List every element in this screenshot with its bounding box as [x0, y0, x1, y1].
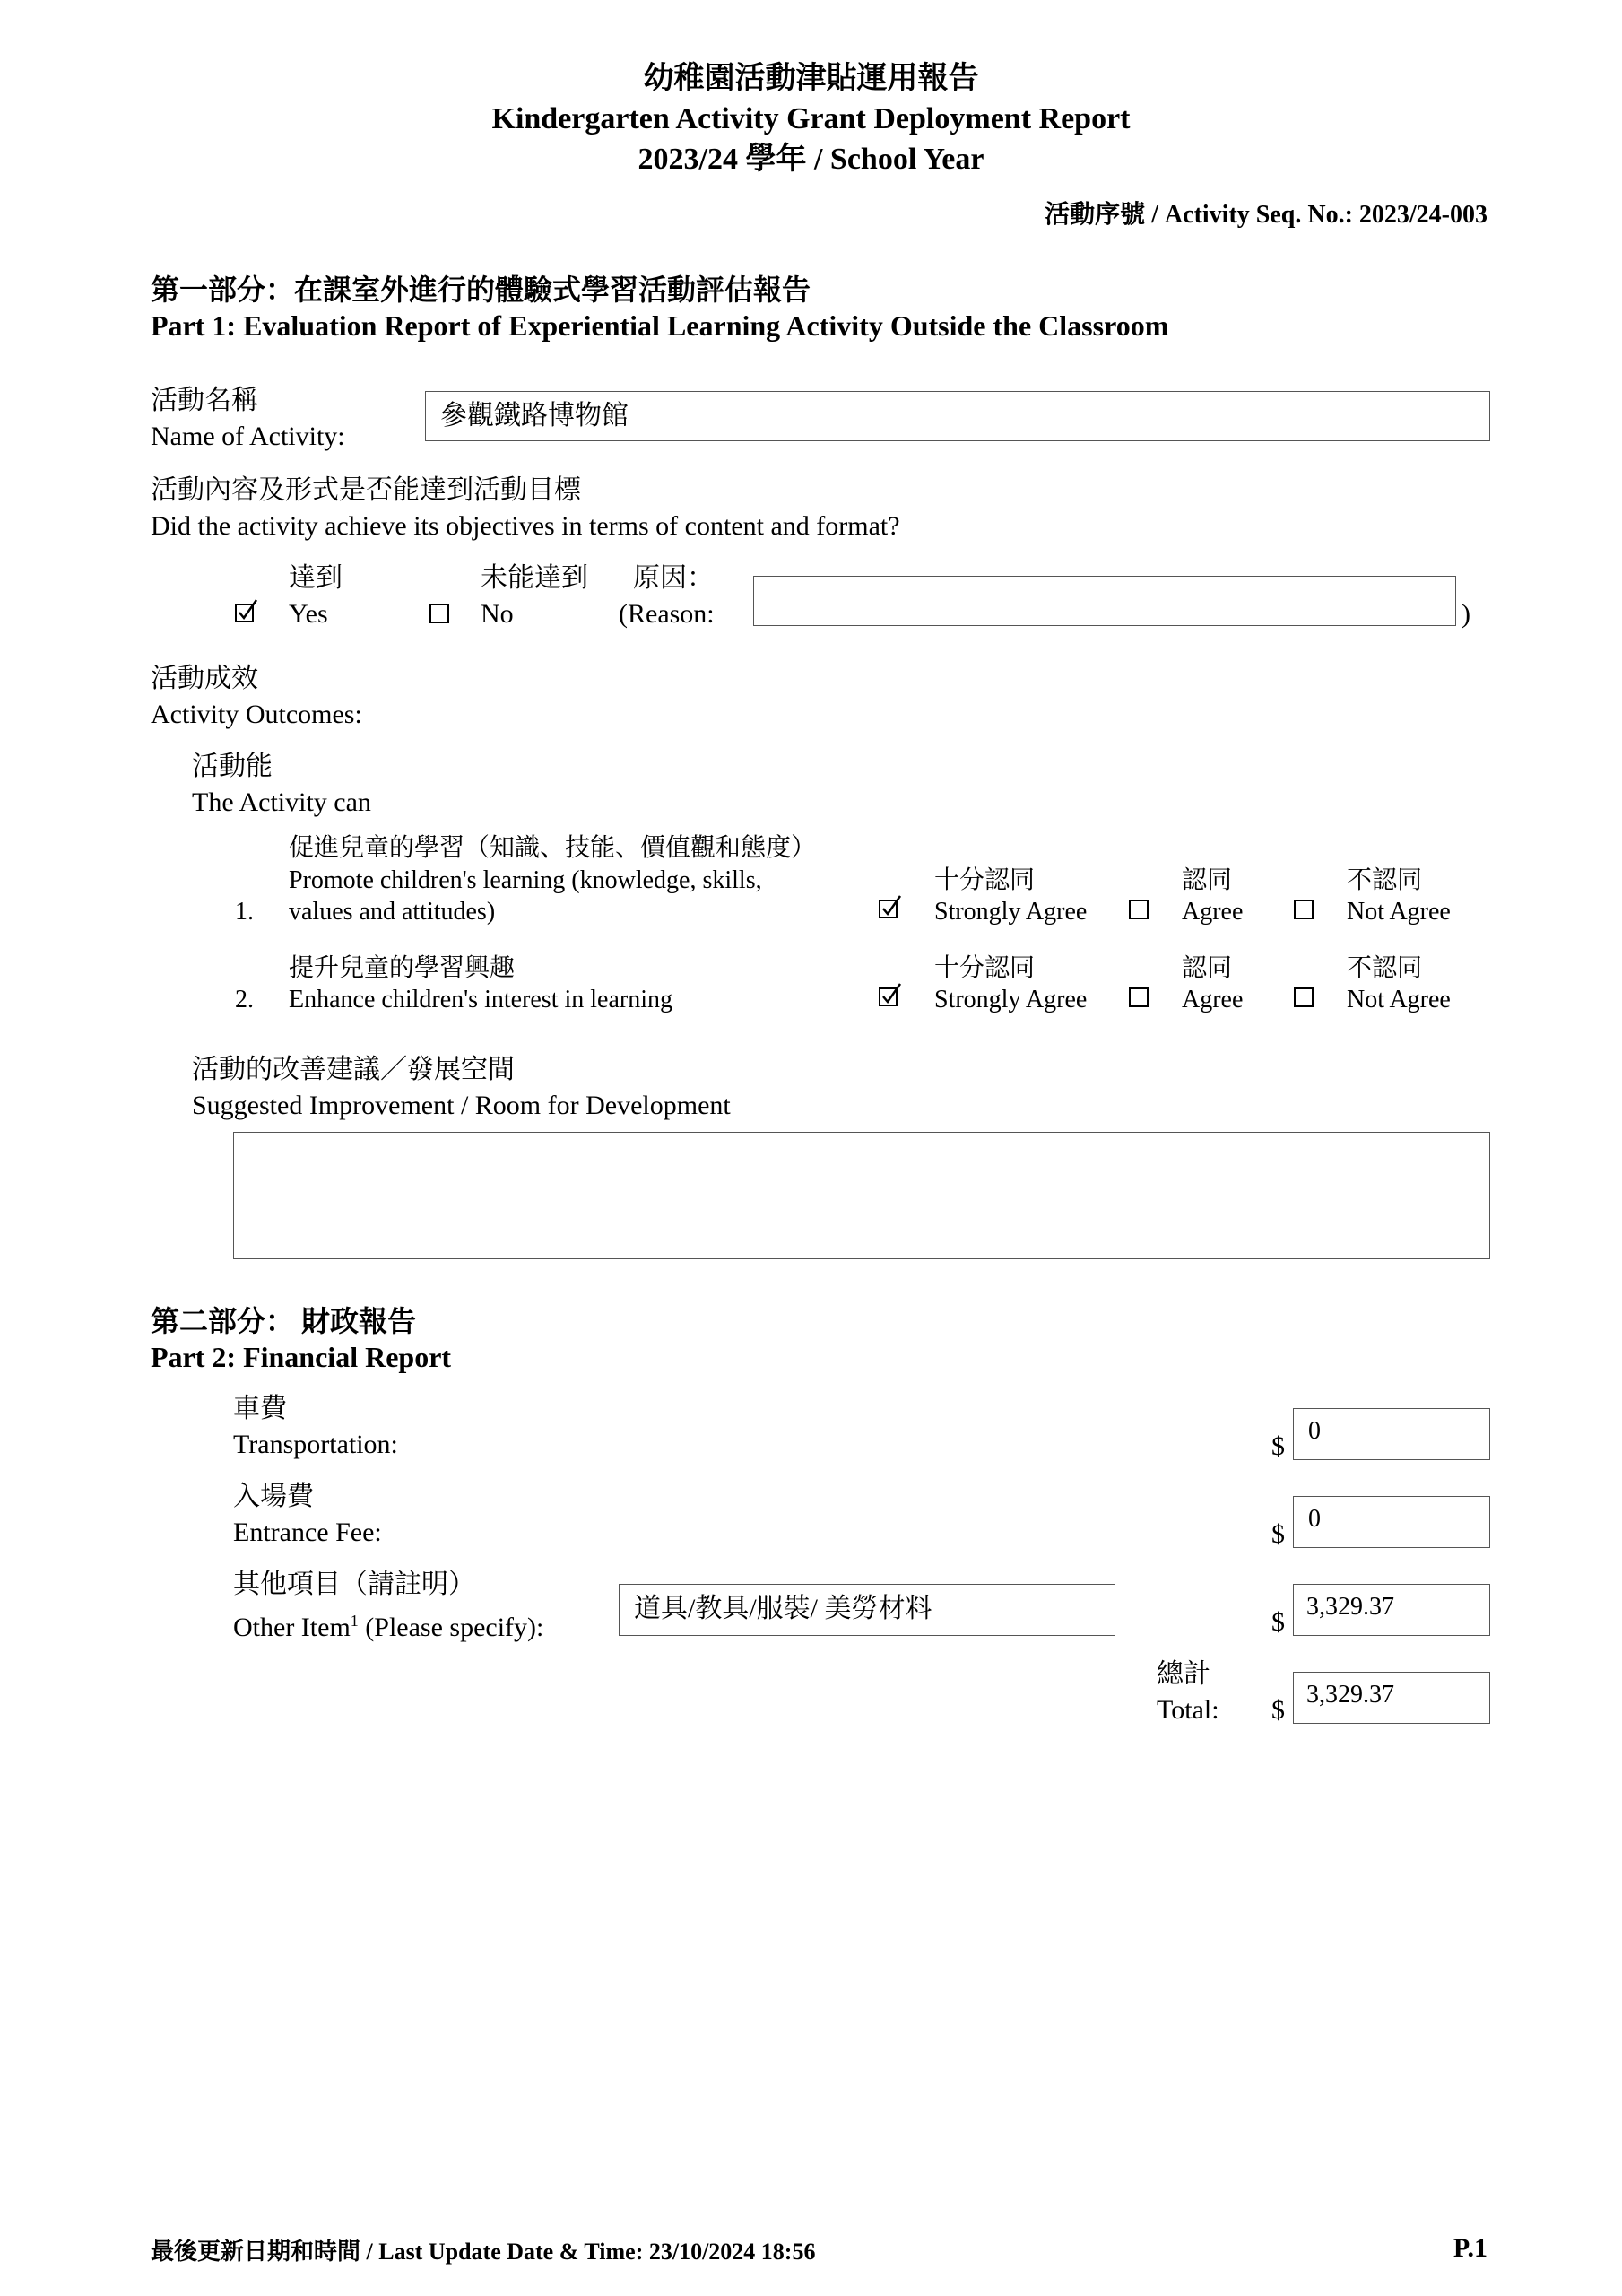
entrance-label-zh: 入場費	[233, 1482, 314, 1511]
improvement-field[interactable]	[233, 1132, 1490, 1259]
activity-name-label-zh: 活動名稱	[151, 386, 258, 415]
outcome-1-not-agree-checkbox[interactable]	[1293, 897, 1316, 920]
entrance-label-en: Entrance Fee:	[233, 1518, 382, 1547]
activity-name-label-en: Name of Activity:	[151, 422, 345, 451]
outcome-2-label-en: Enhance children's interest in learning	[289, 986, 672, 1013]
activity-name-value: 參觀鐵路博物館	[440, 401, 629, 430]
outcome-1-agree-zh: 認同	[1182, 866, 1233, 894]
outcome-2-strongly-agree-en: Strongly Agree	[934, 986, 1088, 1013]
outcome-1-label-en-line2: values and attitudes)	[289, 898, 496, 926]
outcome-2-label-zh: 提升兒童的學習興趣	[289, 954, 516, 982]
outcome-1-agree-checkbox[interactable]	[1128, 897, 1151, 920]
outcome-1-strongly-agree-en: Strongly Agree	[934, 898, 1088, 926]
outcome-2-agree-zh: 認同	[1182, 954, 1233, 982]
outcome-2-number: 2.	[235, 986, 254, 1013]
outcome-1-number: 1.	[235, 898, 254, 926]
total-currency: $	[1271, 1695, 1285, 1725]
other-spec-value: 道具/教具/服裝/ 美勞材料	[634, 1594, 932, 1623]
outcomes-label-zh: 活動成效	[151, 664, 258, 693]
other-label-en-a: Other Item	[233, 1613, 351, 1642]
activity-can-en: The Activity can	[192, 787, 371, 817]
outcome-1-label-en-line1: Promote children's learning (knowledge, skills,	[289, 866, 762, 894]
outcome-1-not-agree-en: Not Agree	[1347, 898, 1451, 926]
activity-seq-no: 活動序號 / Activity Seq. No.: 2023/24-003	[1045, 201, 1488, 229]
other-label-en-b: (Please specify):	[358, 1613, 544, 1642]
part1-heading-en: Part 1: Evaluation Report of Experiential Learning Activity Outside the Classroom	[151, 309, 1169, 342]
outcome-2-not-agree-en: Not Agree	[1347, 986, 1451, 1013]
improvement-label-zh: 活動的改善建議／發展空間	[192, 1055, 515, 1084]
other-amount-field[interactable]	[1293, 1584, 1490, 1636]
activity-name-field[interactable]	[425, 391, 1490, 441]
entrance-currency: $	[1271, 1519, 1285, 1549]
total-amount-field[interactable]	[1293, 1672, 1490, 1724]
outcome-2-not-agree-checkbox[interactable]	[1293, 985, 1316, 1008]
part2-heading-zh: 第二部分： 財政報告	[151, 1305, 417, 1337]
part2-heading-en: Part 2: Financial Report	[151, 1341, 452, 1373]
objective-question-zh: 活動內容及形式是否能達到活動目標	[151, 475, 581, 505]
outcomes-label-en: Activity Outcomes:	[151, 700, 362, 729]
total-label-en: Total:	[1157, 1695, 1219, 1725]
title-en: Kindergarten Activity Grant Deployment Report	[491, 102, 1131, 135]
activity-can-zh: 活動能	[192, 752, 273, 781]
no-label-en: No	[481, 599, 514, 629]
yes-checkbox-checked[interactable]	[235, 599, 258, 622]
outcome-1-strongly-agree-checkbox-checked[interactable]	[879, 895, 902, 918]
part1-heading-zh: 第一部分：在課室外進行的體驗式學習活動評估報告	[151, 274, 811, 306]
outcome-2-agree-checkbox[interactable]	[1128, 985, 1151, 1008]
footnote-marker: 1	[350, 1612, 359, 1630]
other-currency: $	[1271, 1607, 1285, 1637]
transport-label-zh: 車費	[233, 1394, 287, 1423]
entrance-amount-field[interactable]	[1293, 1496, 1490, 1548]
last-update: 最後更新日期和時間 / Last Update Date & Time: 23/10/2024 18:56	[151, 2239, 816, 2265]
reason-close-paren: )	[1462, 599, 1470, 629]
other-amount-value: 3,329.37	[1306, 1593, 1394, 1621]
outcome-1-label-zh: 促進兒童的學習（知識、技能、價值觀和態度）	[289, 834, 817, 862]
outcome-1-strongly-agree-zh: 十分認同	[934, 866, 1036, 894]
outcome-2-strongly-agree-zh: 十分認同	[934, 954, 1036, 982]
total-amount-value: 3,329.37	[1306, 1681, 1394, 1709]
other-label-zh: 其他項目（請註明）	[233, 1570, 475, 1599]
transport-label-en: Transportation:	[233, 1430, 398, 1459]
outcome-1-not-agree-zh: 不認同	[1347, 866, 1423, 894]
other-spec-field[interactable]	[619, 1584, 1115, 1636]
outcome-2-agree-en: Agree	[1182, 986, 1244, 1013]
title-zh: 幼稚園活動津貼運用報告	[643, 62, 979, 95]
yes-label-zh: 達到	[289, 563, 343, 593]
improvement-label-en: Suggested Improvement / Room for Development	[192, 1091, 731, 1120]
other-label-en	[233, 1604, 543, 1645]
no-label-zh: 未能達到	[481, 563, 588, 593]
outcome-2-not-agree-zh: 不認同	[1347, 954, 1423, 982]
reason-field[interactable]	[753, 576, 1456, 626]
school-year: 2023/24 學年 / School Year	[638, 143, 984, 176]
transport-currency: $	[1271, 1431, 1285, 1461]
reason-label-zh: 原因：	[633, 563, 714, 593]
reason-label-en: (Reason:	[619, 599, 715, 629]
page-number: P.1	[1453, 2233, 1488, 2263]
transport-amount-value: 0	[1308, 1417, 1321, 1445]
outcome-2-strongly-agree-checkbox-checked[interactable]	[879, 983, 902, 1006]
entrance-amount-value: 0	[1308, 1505, 1321, 1533]
outcome-1-agree-en: Agree	[1182, 898, 1244, 926]
yes-label-en: Yes	[289, 599, 328, 629]
objective-question-en: Did the activity achieve its objectives in terms of content and format?	[151, 511, 900, 541]
total-label-zh: 總計	[1157, 1659, 1210, 1689]
transport-amount-field[interactable]	[1293, 1408, 1490, 1460]
no-checkbox[interactable]	[429, 601, 452, 624]
